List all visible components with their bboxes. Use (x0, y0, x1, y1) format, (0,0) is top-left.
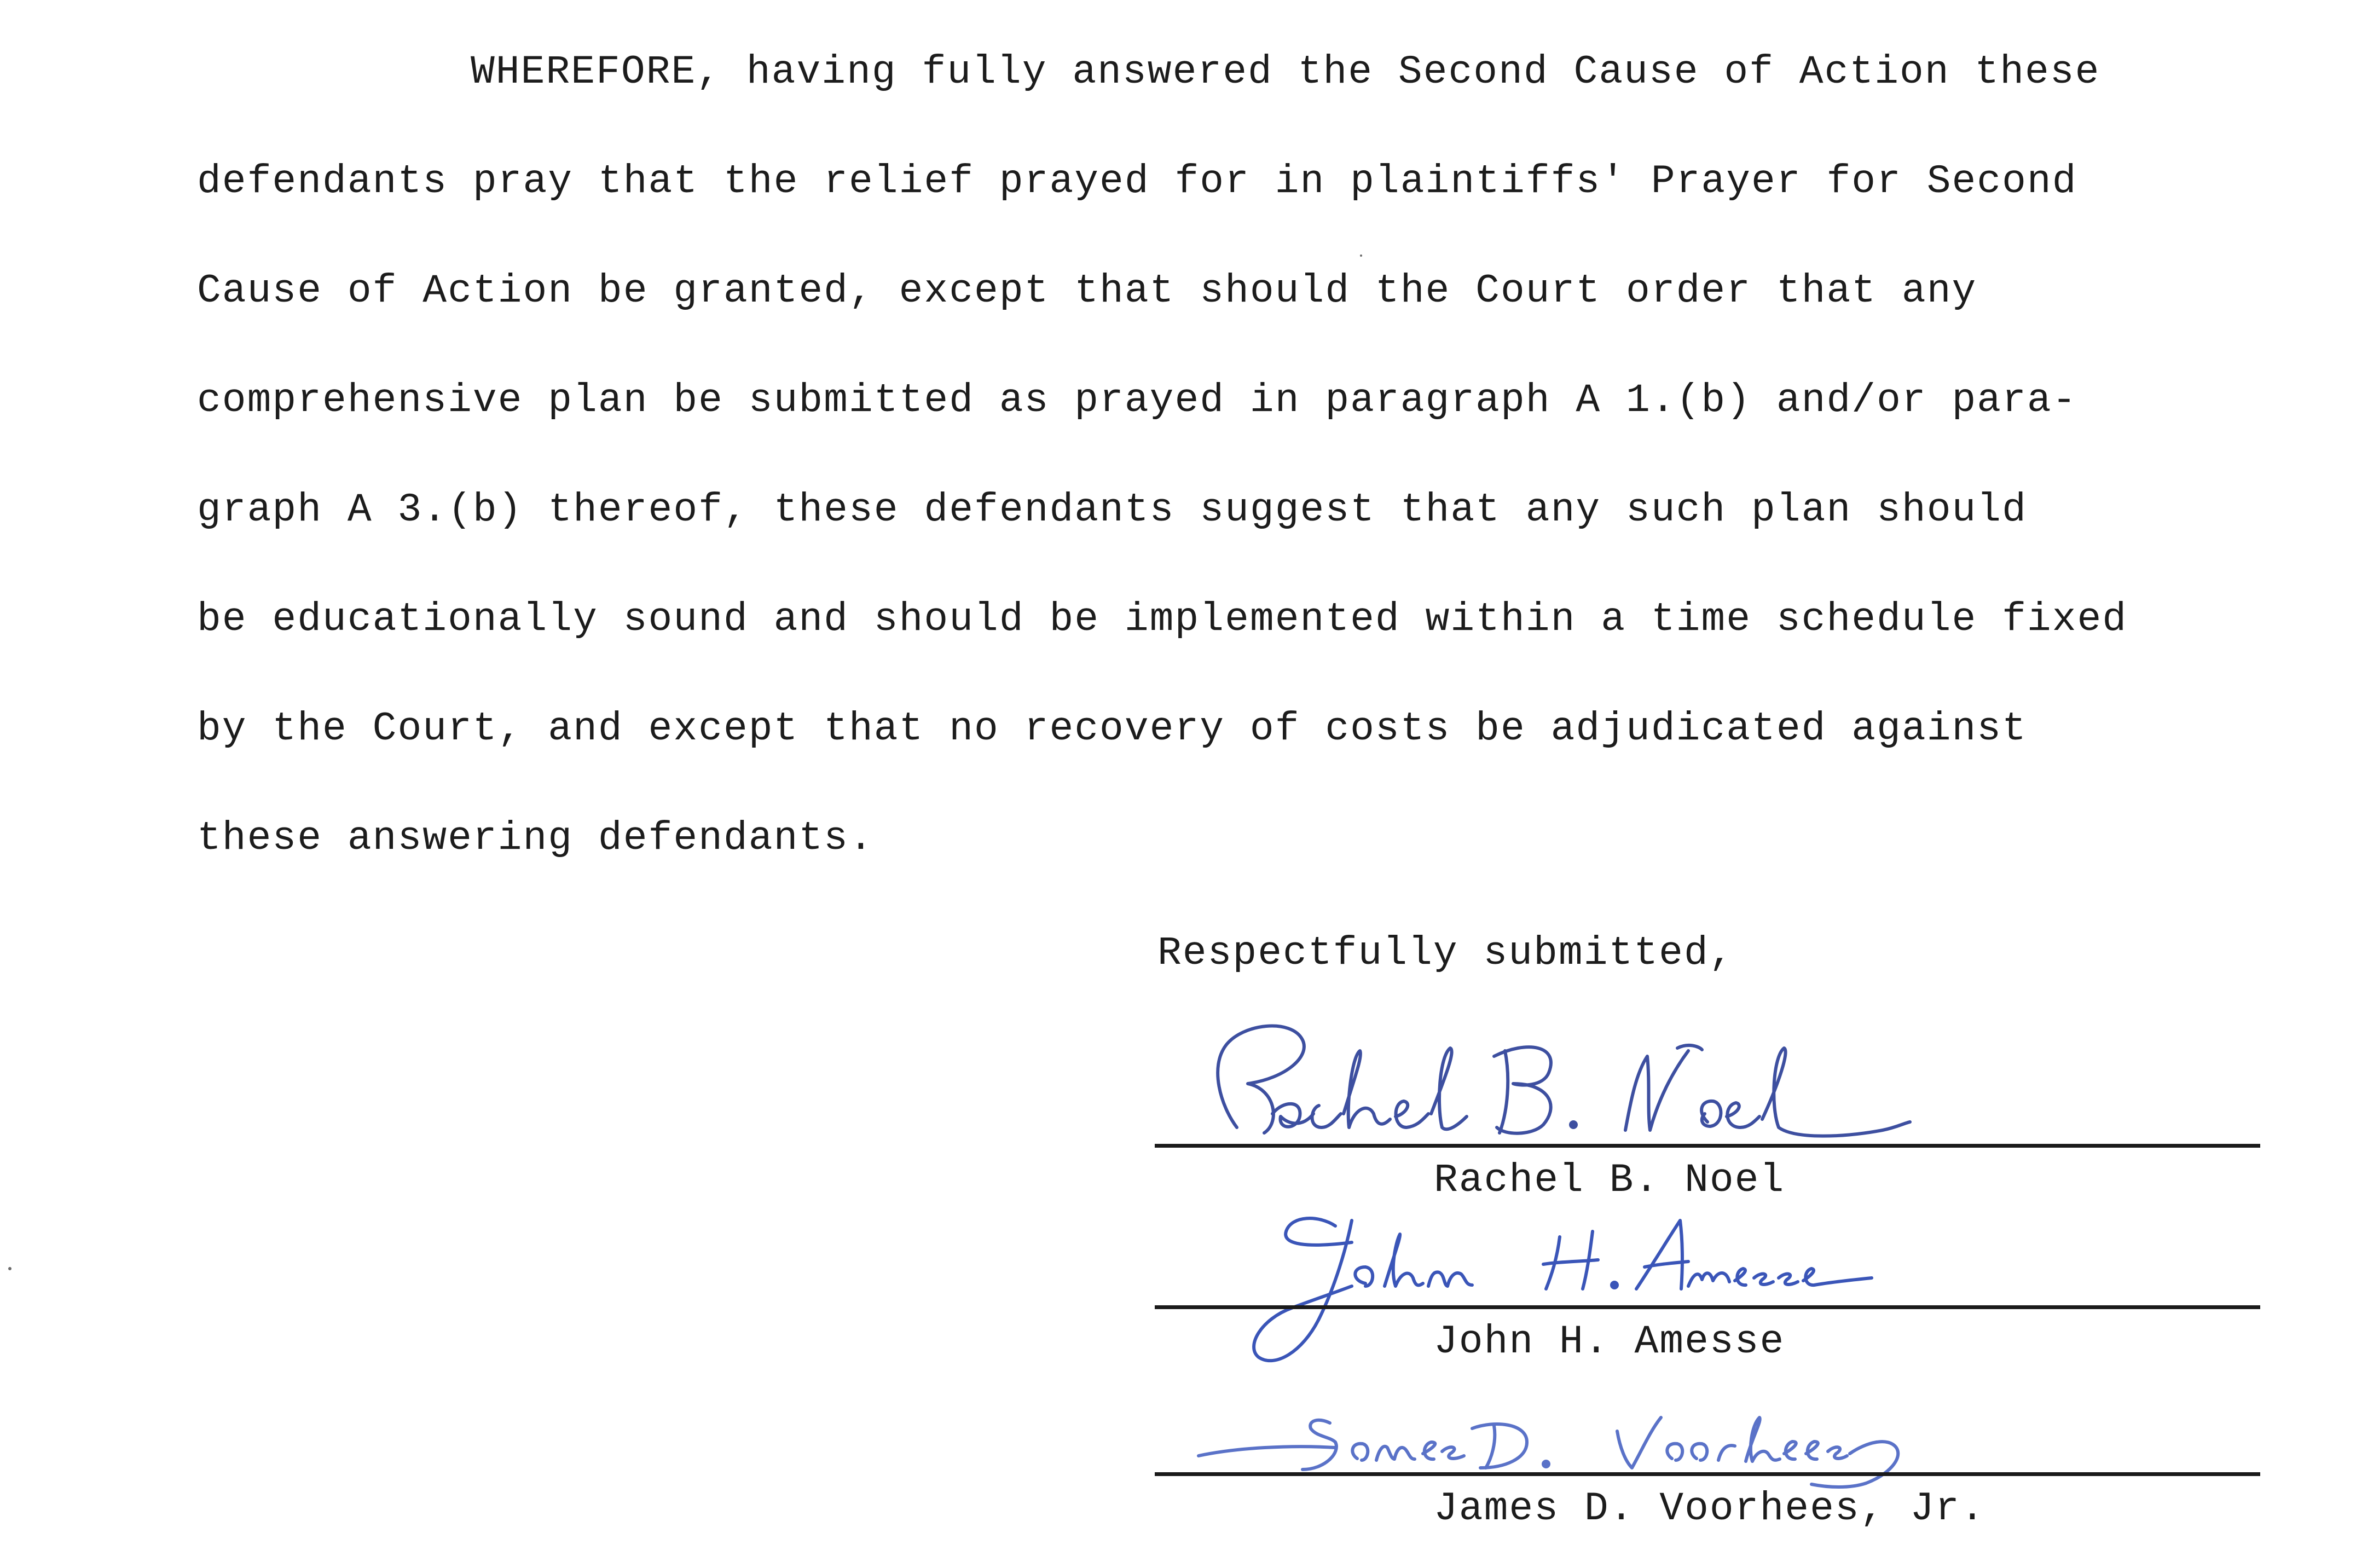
signer-name-amesse: John H. Amesse (1434, 1319, 1785, 1364)
body-line-4: comprehensive plan be submitted as prayed in paragraph A 1.(b) and/or para- (197, 378, 2077, 423)
signature-block-voorhees (1155, 1319, 2260, 1543)
body-line-5: graph A 3.(b) thereof, these defendants suggest that any such plan should (197, 487, 2027, 533)
closing-text: Respectfully submitted, (1157, 930, 1734, 976)
signer-name-voorhees: James D. Voorhees, Jr. (1434, 1486, 1985, 1531)
body-line-2: defendants pray that the relief prayed for in plaintiffs' Prayer for Second (197, 159, 2077, 204)
signer-name-noel: Rachel B. Noel (1434, 1158, 1785, 1203)
signature-line-amesse (1155, 1305, 2260, 1309)
body-line-8: these answering defendants. (197, 815, 874, 861)
signature-line-noel (1155, 1144, 2260, 1148)
scan-speck (1360, 254, 1362, 257)
body-line-6: be educationally sound and should be implemented within a time schedule fixed (197, 597, 2128, 642)
signature-noel-handwriting (1155, 996, 2260, 1160)
body-line-3: Cause of Action be granted, except that should the Court order that any (197, 268, 1977, 314)
body-line-1: WHEREFORE, having fully answered the Second Cause of Action these (471, 49, 2100, 95)
scan-speck (8, 1267, 11, 1270)
signature-line-voorhees (1155, 1472, 2260, 1476)
body-line-7: by the Court, and except that no recovery of costs be adjudicated against (197, 706, 2027, 751)
